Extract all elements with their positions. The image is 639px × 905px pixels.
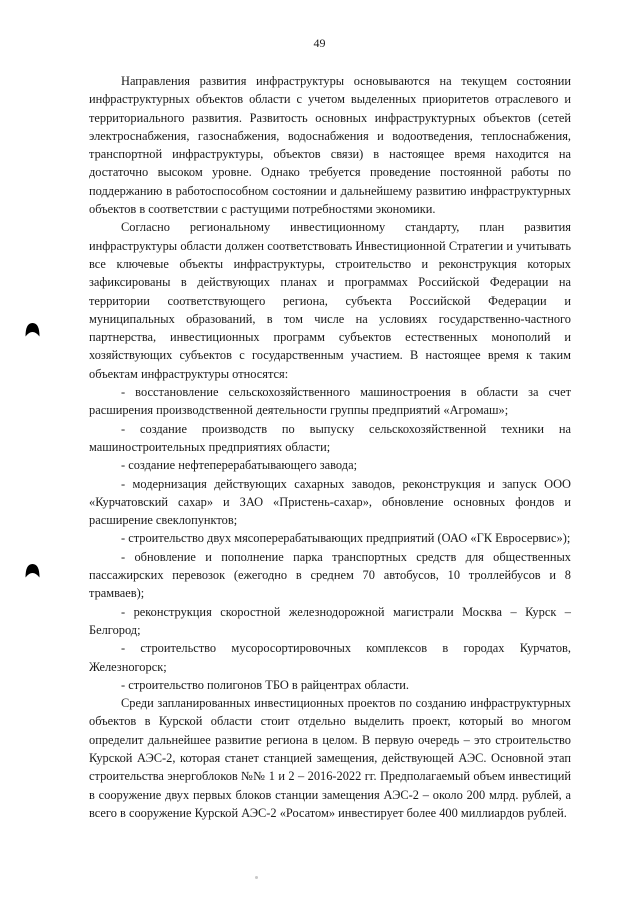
list-item: - строительство мусоросортировочных комплексов в городах Курчатов, Железногорск; bbox=[89, 641, 571, 674]
list-item: - обновление и пополнение парка транспортных средств для общественных пассажирских перевозок (ежегодно в среднем 70 автобусов, 10 троллейбусов и 8 трамваев); bbox=[89, 549, 571, 601]
list-item: - модернизация действующих сахарных заводов, реконструкция и запуск ООО «Курчатовский сахар» и ЗАО «Пристень-сахар», обновление основных фондов и расширение свеклопунктов; bbox=[89, 476, 571, 528]
list-item: - создание нефтеперерабатывающего завода; bbox=[121, 458, 358, 473]
punch-hole-mark bbox=[25, 322, 40, 337]
paragraph: Направления развития инфраструктуры основываются на текущем состоянии инфраструктурных объектов области с учетом выделенных приоритетов отраслевого и территориального развития. Развитость основных инфраструктурных объектов (сетей электроснабжения, газоснабжения, водоснабжения и водоотведения, теплоснабжения, транспортной инфраструктуры, объектов связи) в настоящее время находится на достаточно высоком уровне. Однако требуется проведение постоянной работы по поддержанию в работоспособном состоянии и дальнейшему развитию инфраструктурных объектов в соответствии с растущими потребностями экономики. bbox=[89, 74, 571, 217]
body-text bbox=[89, 72, 571, 822]
paragraph: Среди запланированных инвестиционных проектов по созданию инфраструктурных объектов в Курской области стоит отдельно выделить проект, который во многом определит дальнейшее развитие региона в целом. В первую очередь – это строительство Курской АЭС-2, которая станет станцией замещения, действующей АЭС. Основной этап строительства энергоблоков №№ 1 и 2 – 2016-2022 гг. Предполагаемый объем инвестиций в сооружение двух первых блоков станции замещения АЭС-2 – около 200 млрд. рублей, а всего в сооружение Курской АЭС-2 «Росатом» инвестирует более 400 миллиардов рублей. bbox=[89, 696, 571, 820]
list-item: - восстановление сельскохозяйственного машиностроения в области за счет расширения производственной деятельности группы предприятий «Агромаш»; bbox=[89, 385, 571, 418]
list-item: - реконструкция скоростной железнодорожной магистрали Москва – Курск – Белгород; bbox=[89, 604, 571, 637]
page-number: 49 bbox=[313, 36, 326, 50]
scan-artifact bbox=[255, 876, 258, 879]
list-item: - строительство полигонов ТБО в райцентрах области. bbox=[121, 677, 410, 692]
paragraph: Согласно региональному инвестиционному стандарту, план развития инфраструктуры области должен соответствовать Инвестиционной Стратегии и учитывать все ключевые объекты инфраструктуры, строительство и реконструкция которых зафиксированы в действующих планах и программах Российской Федерации на территории соответствующего региона, субъекта Российской Федерации и муниципальных образований, в том числе на условиях государственно-частного партнерства, инвестиционных программ субъектов естественных монополий и хозяйствующих субъектов с государственным участием. В настоящее время к таким объектам инфраструктуры относятся: bbox=[89, 220, 571, 381]
punch-hole-mark bbox=[25, 563, 40, 578]
list-item: - строительство двух мясоперерабатывающих предприятий (ОАО «ГК Евросервис»); bbox=[121, 531, 571, 546]
list-item: - создание производств по выпуску сельскохозяйственной техники на машиностроительных предприятиях области; bbox=[89, 421, 571, 454]
